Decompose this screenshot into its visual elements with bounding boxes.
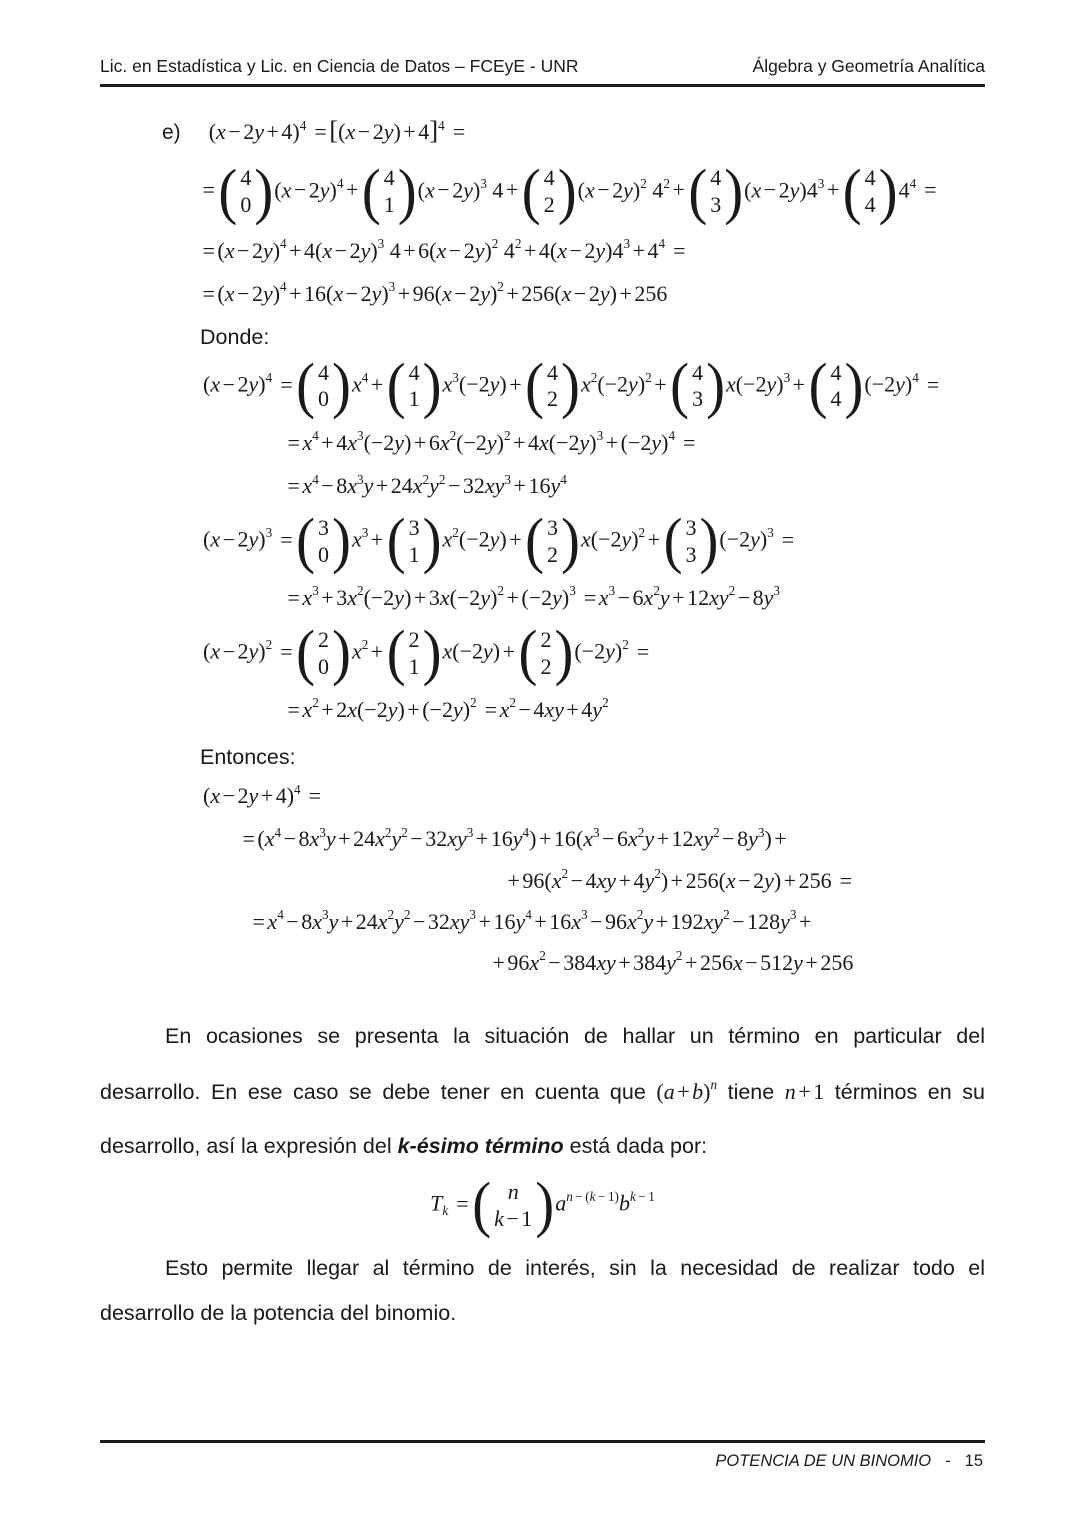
binomial-coefficient: ( 3 0 ) [296,505,351,576]
right-paren: ) [397,156,417,226]
formula-x2y-power4-binomials: $(x - 2y)^4$ = ( 4 0 ) $x^4$ + ( 4 1 ) $x^3(-2y)$ + ( 4 2 ) $x^2(-2y)^2$ + ( 4 3 ) $x(-2y)^3$ + ( 4 4 ) $(-2y)^4$ = [203,350,940,421]
formula-x2y-power3-result: = $x^3 + 3x^2(-2y) + 3x(-2y)^2 + (-2y)^3 = x^3 - 6x^2y + 12xy^2 - 8y^3$ [287,583,780,610]
left-paren: ( [386,617,406,688]
left-paren: ( [296,617,316,688]
right-paren: ) [699,505,719,576]
left-paren: ( [296,505,316,576]
right-paren: ) [422,350,442,421]
binomial-coefficient: ( 4 2 ) [521,156,577,226]
header-left-text: Lic. en Estadística y Lic. en Ciencia de Datos – FCEyE - UNR [100,56,579,76]
binomial-coefficient: ( 3 3 ) [663,505,719,576]
right-paren: ) [878,156,898,226]
binomial-coefficient: ( 3 1 ) [386,505,442,576]
left-paren: ( [386,505,406,576]
binomial-coefficient: ( 4 0 ) [296,350,351,421]
left-paren: ( [296,350,316,421]
item-e-row [162,109,985,152]
right-paren: ) [706,350,725,421]
item-e-label: e) [162,121,181,144]
formula-final-result-1: = $x^4 - 8x^3y + 24x^2y^2 - 32xy^3 + 16y^4 + 16x^3 - 96x^2y + 192xy^2 - 128y^3$ + [252,907,812,934]
binomial-coefficient: ( 4 1 ) [361,156,417,226]
formula-expansion-coefficients: = $(x - 2y)^4 + 4(x - 2y)^3$ $4 + 6(x - 2y)^2$ $4^2 + 4(x - 2y)4^3 + 4^4$ = [202,236,686,263]
formula-final-substitution-1: = $(x^4 - 8x^3y + 24x^2y^2 - 32xy^3 + 16y^4) + 16(x^3 - 6x^2y + 12xy^2 - 8y^3)$ + [242,824,787,852]
header-right-text: Álgebra y Geometría Analítica [752,56,985,76]
formula-final-result-2: + $96x^2 - 384xy + 384y^2 + 256x - 512y + 256$ [492,948,854,975]
formula-x2y-power4-step: = $x^4 + 4x^3(-2y) + 6x^2(-2y)^2 + 4x(-2y)^3 + (-2y)^4$ = [287,428,696,455]
right-paren: ) [557,156,577,226]
left-paren: ( [525,350,545,421]
footer-separator: - [945,1452,951,1470]
formula-x2y-power4-result: = $x^4 - 8x^3y + 24x^2y^2 - 32xy^3 + 16y^4$ [287,471,567,499]
right-paren: ) [724,156,744,226]
formula-x2y-power2-binomials: $(x - 2y)^2$ = ( 2 0 ) $x^2$ + ( 2 1 ) x(−2y) + ( 2 2 ) $(-2y)^2$ = [203,617,650,688]
donde-label: Donde: [200,325,270,350]
inline-math: n + 1 [784,1078,825,1104]
right-paren: ) [422,505,442,576]
left-paren: ( [386,350,406,421]
formula-x2y-power3-binomials: $(x - 2y)^3$ = ( 3 0 ) $x^3$ + ( 3 1 ) $x^2(-2y)$ + ( 3 2 ) $x(-2y)^2$ + ( 3 3 ) $(-2y)^3$ = [203,505,795,576]
footer-rule [100,1440,985,1443]
right-paren: ) [535,1170,555,1240]
binomial-coefficient: ( 4 2 ) [525,350,580,421]
formula-x2y-power2-result: = $x^2 + 2x(-2y) + (-2y)^2 = x^2 - 4xy + 4y^2$ [287,695,609,722]
right-paren: ) [332,617,351,688]
binomial-coefficient: ( 4 4 ) [842,156,898,226]
left-paren: ( [472,1170,492,1240]
footer-text [100,1452,985,1471]
left-paren: ( [663,505,683,576]
binomial-coefficient: ( n k − 1 ) [472,1170,555,1240]
formula-final-head: $(x - 2y + 4)^4$ = [203,781,322,809]
right-paren: ) [844,350,864,421]
paragraph-kth-term-intro: En ocasiones se presenta la situación de hallar un término en particular del desarrollo. En ese caso se debe tener en cuenta que $(a + b)^n$ tiene n + 1 términos en su desarrollo, así la expresión del k-ésimo término está dada por: [100,1024,985,1158]
left-paren: ( [842,156,862,226]
inline-math: $(a + b)^n$ [656,1077,718,1104]
binomial-coefficient: ( 4 3 ) [670,350,725,421]
left-paren: ( [688,156,708,226]
footer-section-title: POTENCIA DE UN BINOMIO [715,1452,932,1470]
binomial-coefficient: ( 4 0 ) [218,156,274,226]
binomial-coefficient: ( 3 2 ) [525,505,580,576]
right-paren: ) [422,617,442,688]
right-paren: ) [554,617,574,688]
binomial-coefficient: ( 4 1 ) [386,350,442,421]
binomial-coefficient: ( 2 0 ) [296,617,351,688]
formula-final-substitution-2: + $96(x^2 - 4xy + 4y^2) + 256(x - 2y) + 256$ = [507,866,853,893]
left-paren: ( [361,156,381,226]
right-paren: ) [254,156,274,226]
right-paren: ) [332,505,351,576]
footer-page-number: 15 [964,1452,983,1470]
left-paren: ( [218,156,238,226]
paragraph-closing: Esto permite llegar al término de interés, sin la necesidad de realizar todo el desarrollo de la potencia del binomio. [100,1256,985,1326]
left-paren: ( [808,350,828,421]
binomial-coefficient: ( 4 3 ) [688,156,744,226]
left-paren: ( [521,156,541,226]
left-paren: ( [525,505,545,576]
right-paren: ) [561,505,580,576]
formula-e-head: $(x - 2y + 4)^4 =[(x - 2y) + 4]^4$ = [208,115,466,145]
binomial-coefficient: ( 2 2 ) [518,617,574,688]
entonces-label: Entonces: [200,745,296,770]
page-footer [100,1440,985,1471]
formula-kth-term: $T_k$ = ( n k − 1 ) $a^{n - (k - 1)}b^{k - 1}$ [430,1170,655,1240]
left-paren: ( [670,350,690,421]
page-header [100,56,985,87]
right-paren: ) [561,350,580,421]
binomial-coefficient: ( 4 4 ) [808,350,864,421]
formula-expansion-binomials: = ( 4 0 ) $(x - 2y)^4$ + ( 4 1 ) $(x - 2y)^3$ 4 + ( 4 2 ) $(x - 2y)^2$ $4^2$ + ( 4 3 ) $(x - 2y)4^3$ + ( 4 4 ) $4^4$ = [202,156,937,226]
right-paren: ) [332,350,351,421]
bold-italic-term: k-ésimo término [397,1133,564,1158]
formula-expansion-result: = $(x - 2y)^4 + 16(x - 2y)^3 + 96(x - 2y)^2 + 256(x - 2y) + 256$ [202,279,668,306]
binomial-coefficient: ( 2 1 ) [386,617,442,688]
left-paren: ( [518,617,538,688]
